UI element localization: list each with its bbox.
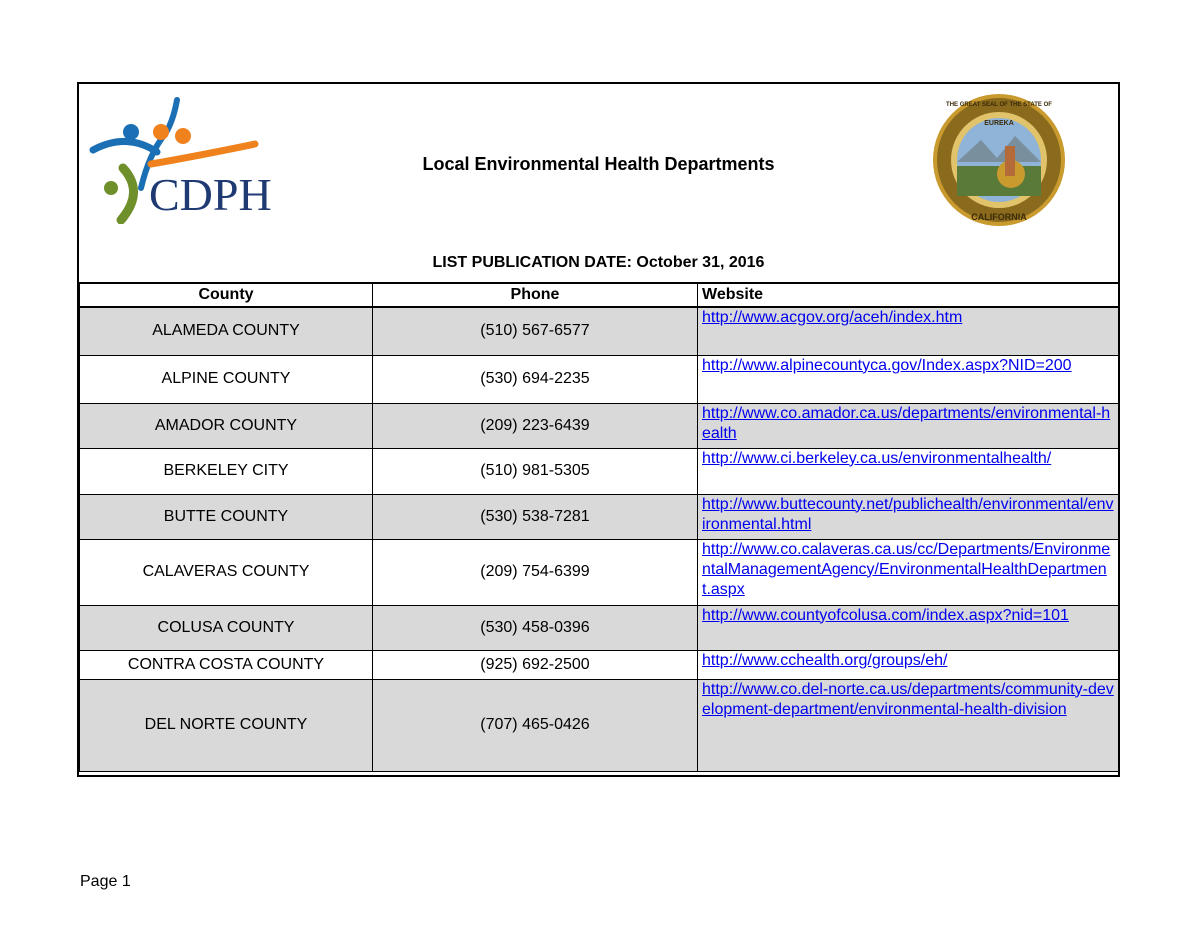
svg-text:CDPH: CDPH: [149, 169, 272, 220]
website-link[interactable]: http://www.alpinecountyca.gov/Index.aspx?NID=200: [702, 356, 1072, 374]
phone-cell: (530) 458-0396: [373, 605, 698, 650]
publication-date-label: LIST PUBLICATION DATE:: [432, 254, 632, 271]
phone-cell: (510) 981-5305: [373, 448, 698, 494]
document-header: [79, 84, 1118, 284]
departments-table: [79, 282, 1119, 772]
column-header-county: County: [80, 283, 373, 308]
website-link[interactable]: http://www.buttecounty.net/publichealth/environmental/environmental.html: [702, 495, 1114, 533]
table-row: [80, 448, 1119, 494]
website-cell: [698, 679, 1119, 771]
website-link[interactable]: http://www.acgov.org/aceh/index.htm: [702, 309, 963, 326]
table-header-row: [80, 283, 1119, 308]
publication-date-value: October 31, 2016: [636, 254, 765, 271]
website-cell: [698, 650, 1119, 679]
website-link[interactable]: http://www.co.amador.ca.us/departments/environmental-health: [702, 404, 1111, 442]
svg-text:EUREKA: EUREKA: [984, 120, 1014, 127]
table-row: [80, 494, 1119, 539]
phone-cell: (925) 692-2500: [373, 650, 698, 679]
county-cell: AMADOR COUNTY: [80, 403, 373, 448]
website-cell: [698, 539, 1119, 605]
county-cell: BERKELEY CITY: [80, 448, 373, 494]
document-sheet: [77, 82, 1120, 777]
website-cell: [698, 494, 1119, 539]
website-cell: [698, 307, 1119, 355]
svg-text:THE GREAT SEAL OF THE STATE OF: THE GREAT SEAL OF THE STATE OF: [946, 102, 1052, 108]
website-link[interactable]: http://www.co.calaveras.ca.us/cc/Departments/EnvironmentalManagementAgency/EnvironmentalHealthDepartment.aspx: [702, 540, 1111, 598]
publication-date: [79, 254, 1118, 272]
county-cell: DEL NORTE COUNTY: [80, 679, 373, 771]
website-link[interactable]: http://www.ci.berkeley.ca.us/environmentalhealth/: [702, 449, 1052, 467]
county-cell: ALAMEDA COUNTY: [80, 307, 373, 355]
website-cell: [698, 355, 1119, 403]
document-title: Local Environmental Health Departments: [422, 154, 775, 174]
website-cell: [698, 403, 1119, 448]
svg-text:CALIFORNIA: CALIFORNIA: [971, 212, 1027, 222]
phone-cell: (530) 694-2235: [373, 355, 698, 403]
table-row: [80, 355, 1119, 403]
website-link[interactable]: http://www.co.del-norte.ca.us/departments/community-development-department/environmental-health-division: [702, 680, 1114, 718]
county-cell: CONTRA COSTA COUNTY: [80, 650, 373, 679]
table-row: [80, 679, 1119, 771]
phone-cell: (209) 754-6399: [373, 539, 698, 605]
column-header-website: Website: [698, 283, 1119, 308]
county-cell: COLUSA COUNTY: [80, 605, 373, 650]
column-header-phone: Phone: [373, 283, 698, 308]
website-cell: [698, 448, 1119, 494]
table-row: [80, 650, 1119, 679]
page-number: Page 1: [80, 873, 131, 890]
table-row: [80, 307, 1119, 355]
table-row: [80, 605, 1119, 650]
county-cell: CALAVERAS COUNTY: [80, 539, 373, 605]
county-cell: ALPINE COUNTY: [80, 355, 373, 403]
website-link[interactable]: http://www.countyofcolusa.com/index.aspx?nid=101: [702, 606, 1069, 624]
table-row: [80, 403, 1119, 448]
phone-cell: (510) 567-6577: [373, 307, 698, 355]
county-cell: BUTTE COUNTY: [80, 494, 373, 539]
phone-cell: (530) 538-7281: [373, 494, 698, 539]
website-cell: [698, 605, 1119, 650]
phone-cell: (707) 465-0426: [373, 679, 698, 771]
california-seal-icon: [931, 92, 1067, 228]
website-link[interactable]: http://www.cchealth.org/groups/eh/: [702, 651, 948, 669]
table-row: [80, 539, 1119, 605]
phone-cell: (209) 223-6439: [373, 403, 698, 448]
